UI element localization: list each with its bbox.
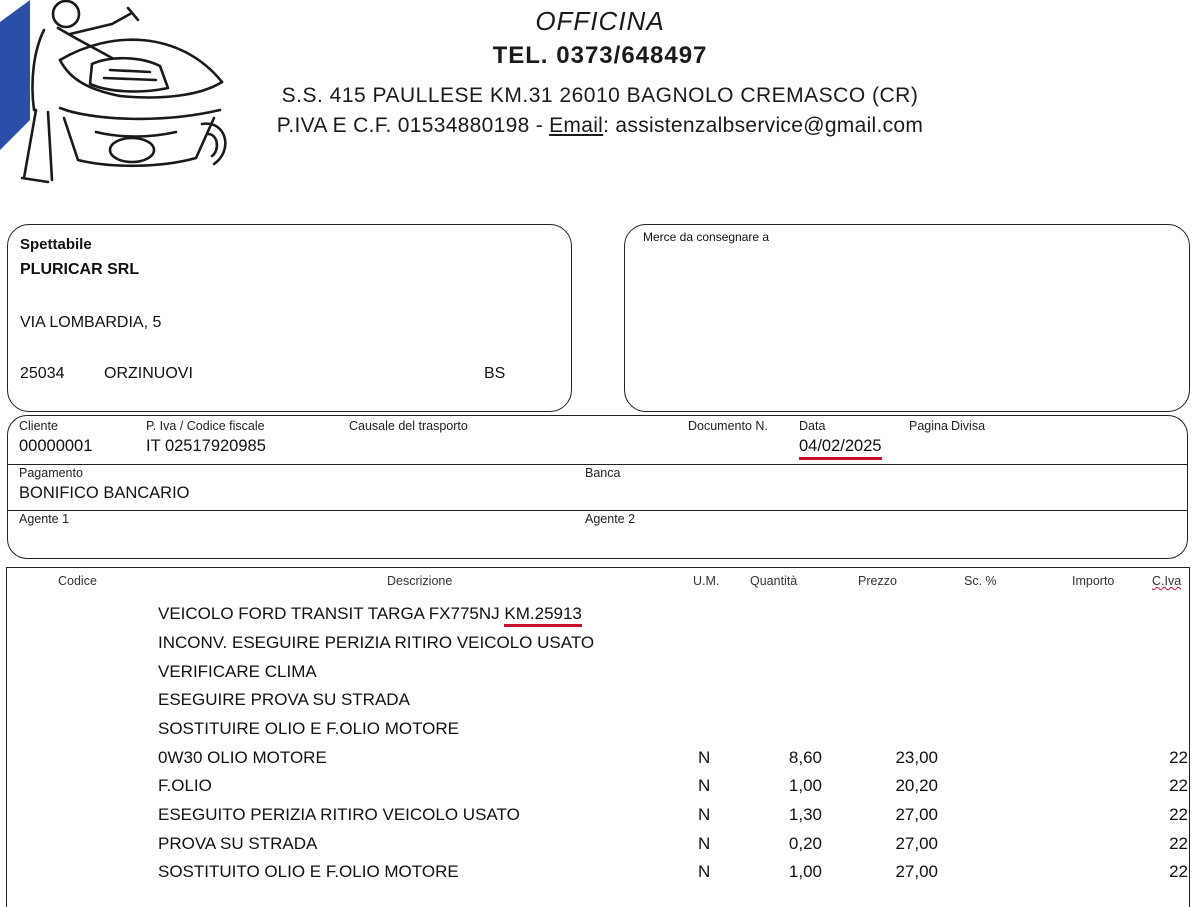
row-description: [158, 776, 212, 796]
header-phone: TEL. 0373/648497: [492, 42, 708, 69]
causale-label: Causale del trasporto: [349, 419, 468, 433]
table-row: [0, 834, 1200, 862]
row-description: [158, 834, 317, 854]
header-vat-email: [240, 114, 960, 138]
cliente-value: 00000001: [19, 437, 93, 455]
cliente-label: Cliente: [19, 419, 58, 433]
divisa-label: Divisa: [951, 419, 986, 433]
agente1-label: Agente 1: [19, 512, 70, 526]
col-header-quantita: Quantità: [750, 574, 798, 588]
col-header-codice: Codice: [58, 574, 97, 588]
row-vat-code: 22: [1169, 805, 1188, 824]
header-officina: OFFICINA: [535, 6, 665, 36]
row-price: 27,00: [895, 805, 938, 824]
documento-label: Documento N.: [688, 419, 768, 433]
col-header-sconto: Sc. %: [964, 574, 997, 588]
col-header-prezzo: Prezzo: [858, 574, 897, 588]
row-um: N: [698, 748, 711, 767]
col-header-descrizione: Descrizione: [387, 574, 453, 588]
recipient-name: PLURICAR SRL: [20, 261, 140, 278]
table-row: [0, 662, 1200, 690]
row-description-text: VERIFICARE CLIMA: [158, 662, 317, 681]
table-row: [0, 776, 1200, 804]
table-row: [0, 719, 1200, 747]
row-description: [158, 690, 410, 710]
row-quantity: 1,30: [788, 805, 822, 824]
recipient-province: BS: [484, 365, 506, 382]
row-description-text: ESEGUIRE PROVA SU STRADA: [158, 690, 410, 709]
row-quantity: 8,60: [788, 748, 822, 767]
header-address: S.S. 415 PAULLESE KM.31 26010 BAGNOLO CREMASCO (CR): [281, 84, 919, 107]
row-description: [158, 862, 459, 882]
row-description-text: SOSTITUITO OLIO E F.OLIO MOTORE: [158, 862, 459, 881]
table-row: [0, 748, 1200, 776]
row-km-highlight: KM.25913: [504, 604, 582, 627]
row-description: [158, 805, 520, 825]
piva-label: P. Iva / Codice fiscale: [146, 419, 265, 433]
logo-accent-shape: [0, 0, 30, 150]
row-description-text: INCONV. ESEGUIRE PERIZIA RITIRO VEICOLO USATO: [158, 633, 595, 652]
data-label: Data: [799, 419, 826, 433]
col-header-um: U.M.: [693, 574, 720, 588]
row-price: 27,00: [895, 862, 938, 881]
banca-label: Banca: [585, 466, 621, 480]
col-header-importo: Importo: [1072, 574, 1115, 588]
row-description: [158, 604, 582, 624]
header-vat: P.IVA E C.F. 01534880198 -: [276, 114, 550, 137]
row-vat-code: 22: [1169, 748, 1188, 767]
table-row: [0, 862, 1200, 890]
info-divider-2: [7, 510, 1188, 511]
table-row: [0, 805, 1200, 833]
row-description: [158, 719, 459, 739]
recipient-city: ORZINUOVI: [104, 365, 193, 382]
row-price: 20,20: [895, 776, 938, 795]
row-um: N: [698, 776, 711, 795]
delivery-box: [624, 224, 1190, 412]
row-vat-code: 22: [1169, 776, 1188, 795]
pagamento-value: BONIFICO BANCARIO: [19, 484, 190, 502]
table-row: [0, 690, 1200, 718]
info-divider-1: [7, 464, 1188, 465]
piva-value: IT 02517920985: [146, 437, 266, 455]
row-vat-code: 22: [1169, 834, 1188, 853]
row-description: [158, 748, 327, 768]
row-description: [158, 662, 317, 682]
row-description-text: PROVA SU STRADA: [158, 834, 318, 853]
row-quantity: 1,00: [788, 862, 822, 881]
row-um: N: [698, 862, 711, 881]
row-price: 27,00: [895, 834, 938, 853]
delivery-label: Merce da consegnare a: [643, 230, 770, 244]
table-row: [0, 604, 1200, 632]
data-value: 04/02/2025: [799, 437, 882, 460]
row-vat-code: 22: [1169, 862, 1188, 881]
table-row: [0, 633, 1200, 661]
row-quantity: 1,00: [788, 776, 822, 795]
recipient-street: VIA LOMBARDIA, 5: [20, 314, 162, 331]
recipient-label: Spettabile: [20, 236, 92, 253]
row-quantity: 0,20: [788, 834, 822, 853]
row-description-text: VEICOLO FORD TRANSIT TARGA FX775NJ: [158, 604, 505, 623]
email-separator: :: [603, 114, 616, 137]
row-description-text: SOSTITUIRE OLIO E F.OLIO MOTORE: [158, 719, 460, 738]
row-description-text: 0W30 OLIO MOTORE: [158, 748, 327, 767]
row-um: N: [698, 834, 711, 853]
email-address[interactable]: assistenzalbservice@gmail.com: [615, 114, 924, 137]
row-price: 23,00: [895, 748, 938, 767]
row-um: N: [698, 805, 711, 824]
col-header-civa: C.Iva: [1152, 574, 1182, 588]
agente2-label: Agente 2: [585, 512, 636, 526]
recipient-cap: 25034: [20, 365, 65, 382]
row-description-text: F.OLIO: [158, 776, 212, 795]
email-label: Email: [549, 114, 604, 137]
mechanic-car-icon: [0, 0, 245, 190]
pagamento-label: Pagamento: [19, 466, 83, 480]
row-description: [158, 633, 594, 653]
row-description-text: ESEGUITO PERIZIA RITIRO VEICOLO USATO: [158, 805, 520, 824]
pagina-label: Pagina: [909, 419, 948, 433]
